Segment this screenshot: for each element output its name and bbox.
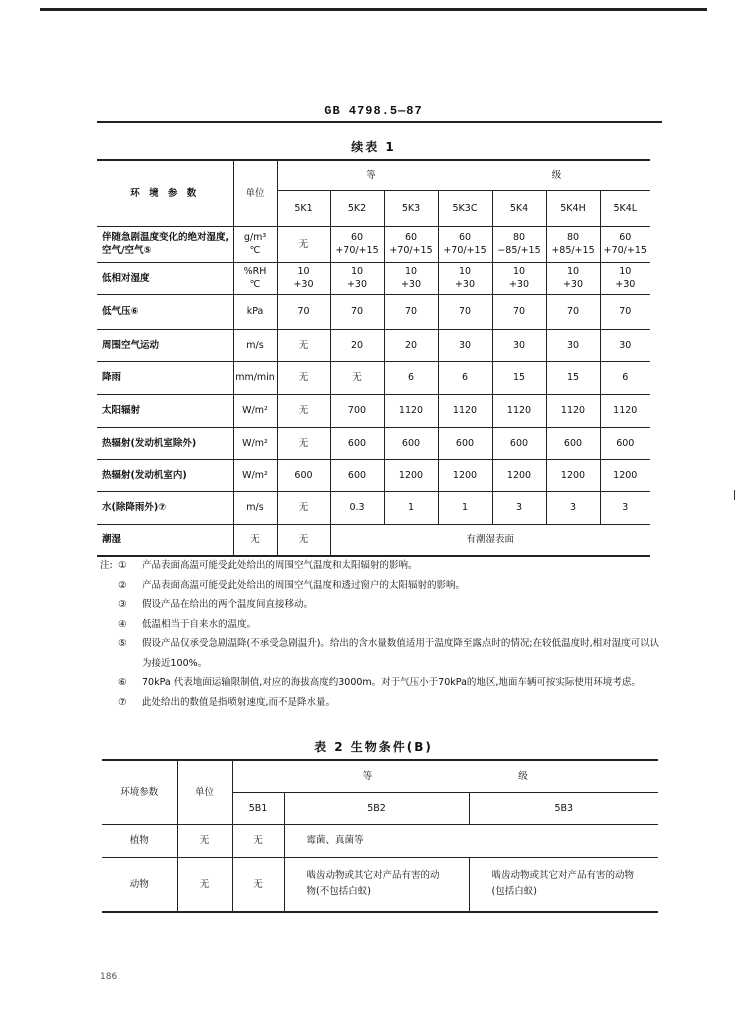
cell-5k3c: 1200 [438, 459, 492, 491]
cell-5k4l: 1200 [600, 459, 650, 491]
t2-row-animal-b3: 啮齿动物或其它对产品有害的动物(包括白蚁) [469, 857, 658, 912]
row-unit: W/m² [233, 394, 277, 427]
note-text: 低温相当于自来水的温度。 [142, 618, 257, 630]
cell-5k1: 无 [277, 491, 330, 524]
cell-5k4h: 70 [546, 294, 600, 329]
cell-5k4l: 1120 [600, 394, 650, 427]
row-name: 太阳辐射 [97, 394, 233, 427]
cell-5k3c: 10 +30 [438, 262, 492, 294]
note-number: ⑥ [118, 677, 127, 688]
row-name: 低气压⑥ [97, 294, 233, 329]
note-number: ① [118, 560, 127, 571]
row-unit: kPa [233, 294, 277, 329]
cell-5k4l: 6 [600, 361, 650, 394]
table-row [97, 361, 650, 394]
page-number: 186 [100, 972, 118, 982]
row-name: 水(除降雨外)⑦ [97, 491, 233, 524]
note-item [118, 576, 663, 596]
cell-5k1: 无 [277, 524, 330, 556]
row-name: 低相对湿度 [97, 262, 233, 294]
note-text: 产品表面高温可能受此处给出的周围空气温度和太阳辐射的影响。 [142, 560, 418, 571]
cell-5k3c: 70 [438, 294, 492, 329]
t2-row-plant-name: 植物 [102, 824, 177, 857]
t2-grade-char2: 级 [518, 770, 528, 782]
biological-table [102, 759, 658, 913]
cell-5k2: 20 [330, 329, 384, 361]
cell-5k3: 20 [384, 329, 438, 361]
cell-5k1: 无 [277, 361, 330, 394]
note-item [118, 634, 663, 673]
table-row [97, 394, 650, 427]
class-header-5k3c: 5K3C [438, 190, 492, 226]
cell-5k3c: 6 [438, 361, 492, 394]
row-unit: m/s [233, 491, 277, 524]
table2-caption: 表 2 生物条件(B) [314, 740, 433, 754]
row-name: 周围空气运动 [97, 329, 233, 361]
note-text: 假设产品在给出的两个温度间直接移动。 [142, 599, 314, 610]
cell-5k4: 1200 [492, 459, 546, 491]
table1-caption: 续表 1 [351, 140, 396, 154]
cell-5k2: 600 [330, 459, 384, 491]
cell-5k3: 600 [384, 427, 438, 459]
header-grade-char1: 等 [366, 169, 376, 181]
note-text: 70kPa 代表地面运输限制值,对应的海拔高度约3000m。对于气压小于70kPa的地区,地面车辆可按实际使用环境考虑。 [142, 677, 641, 688]
note-prefix: 注: [100, 560, 113, 571]
t2-row-plant-rest: 霉菌、真菌等 [284, 824, 658, 857]
header-param: 环 境 参 数 [97, 160, 233, 226]
cell-5k2: 无 [330, 361, 384, 394]
cell-5k4l: 70 [600, 294, 650, 329]
cell-5k3c: 1120 [438, 394, 492, 427]
row-unit: W/m² [233, 427, 277, 459]
note-item [100, 556, 663, 576]
t2-class-5b2: 5B2 [284, 792, 469, 824]
row-unit: mm/min [233, 361, 277, 394]
note-number: ② [118, 579, 127, 591]
cell-5k2: 70 [330, 294, 384, 329]
cell-5k4h: 600 [546, 427, 600, 459]
cell-5k2: 0.3 [330, 491, 384, 524]
table-row-humidity [97, 524, 650, 556]
t2-grade-char1: 等 [362, 770, 373, 782]
table-row [97, 226, 650, 262]
cell-5k3c: 30 [438, 329, 492, 361]
row-unit: %RH ℃ [233, 262, 277, 294]
t2-header-unit: 单位 [177, 760, 232, 824]
cell-rest: 有潮湿表面 [330, 524, 650, 556]
cell-5k3c: 600 [438, 427, 492, 459]
cell-5k4: 10 +30 [492, 262, 546, 294]
class-header-5k4l: 5K4L [600, 190, 650, 226]
note-number: ⑦ [118, 696, 127, 708]
cell-5k4h: 80 +85/+15 [546, 226, 600, 262]
t2-class-5b3: 5B3 [469, 792, 658, 824]
cell-5k1: 70 [277, 294, 330, 329]
cell-5k4: 3 [492, 491, 546, 524]
class-header-5k3: 5K3 [384, 190, 438, 226]
cell-5k1: 无 [277, 329, 330, 361]
cell-5k4h: 15 [546, 361, 600, 394]
note-item [118, 693, 663, 713]
notes-block [100, 556, 663, 712]
note-number: ⑤ [118, 638, 127, 649]
cell-5k3: 6 [384, 361, 438, 394]
t2-row-plant-b1: 无 [232, 824, 284, 857]
cell-5k1: 无 [277, 427, 330, 459]
class-header-5k4: 5K4 [492, 190, 546, 226]
cell-5k4l: 3 [600, 491, 650, 524]
cell-5k4: 80 −85/+15 [492, 226, 546, 262]
row-name: 热辐射(发动机室内) [97, 459, 233, 491]
note-text: 此处给出的数值是指喷射速度,而不是降水量。 [142, 696, 336, 708]
table-row [97, 294, 650, 329]
table-row [97, 262, 650, 294]
cell-5k1: 10 +30 [277, 262, 330, 294]
cell-5k3: 60 +70/+15 [384, 226, 438, 262]
standard-number: GB 4798.5—87 [324, 104, 423, 118]
note-number: ④ [118, 618, 127, 630]
cell-5k4h: 10 +30 [546, 262, 600, 294]
header-unit: 单位 [233, 160, 277, 226]
cell-5k4h: 1120 [546, 394, 600, 427]
cell-5k3c: 1 [438, 491, 492, 524]
header-rule [97, 121, 662, 123]
margin-mark [734, 490, 735, 500]
cell-5k4: 1120 [492, 394, 546, 427]
header-grade-char2: 级 [551, 169, 562, 181]
cell-5k4l: 10 +30 [600, 262, 650, 294]
class-header-5k4h: 5K4H [546, 190, 600, 226]
cell-5k4: 30 [492, 329, 546, 361]
row-name: 热辐射(发动机室除外) [97, 427, 233, 459]
row-name: 潮湿 [97, 524, 233, 556]
class-header-5k1: 5K1 [277, 190, 330, 226]
cell-5k4h: 3 [546, 491, 600, 524]
table-row [97, 427, 650, 459]
cell-5k2: 600 [330, 427, 384, 459]
t2-header-param: 环境参数 [102, 760, 177, 824]
cell-5k2: 10 +30 [330, 262, 384, 294]
cell-5k2: 60 +70/+15 [330, 226, 384, 262]
t2-header-grade [232, 760, 658, 792]
table-row [97, 491, 650, 524]
row-unit: g/m³ ℃ [233, 226, 277, 262]
t2-row-plant-unit: 无 [177, 824, 232, 857]
t2-class-5b1: 5B1 [232, 792, 284, 824]
row-name: 伴随急剧温度变化的绝对湿度,空气/空气⑤ [97, 226, 233, 262]
t2-row-animal-unit: 无 [177, 857, 232, 912]
table-row [97, 459, 650, 491]
cell-5k4h: 1200 [546, 459, 600, 491]
row-unit: m/s [233, 329, 277, 361]
note-item [118, 595, 663, 615]
note-text: 产品表面高温可能受此处给出的周围空气温度和透过窗户的太阳辐射的影响。 [142, 579, 466, 591]
cell-5k3: 70 [384, 294, 438, 329]
cell-5k4: 600 [492, 427, 546, 459]
header-grade [277, 160, 650, 190]
cell-5k2: 700 [330, 394, 384, 427]
cell-5k4l: 30 [600, 329, 650, 361]
class-header-5k2: 5K2 [330, 190, 384, 226]
cell-5k4: 15 [492, 361, 546, 394]
cell-5k1: 无 [277, 394, 330, 427]
cell-5k1: 600 [277, 459, 330, 491]
cell-5k3c: 60 +70/+15 [438, 226, 492, 262]
table-row [97, 329, 650, 361]
note-item [118, 673, 663, 693]
cell-5k1: 无 [277, 226, 330, 262]
row-name: 降雨 [97, 361, 233, 394]
row-unit: W/m² [233, 459, 277, 491]
note-text: 假设产品仅承受急剧温降(不承受急剧温升)。给出的含水量数值适用于温度降至露点时的情况;在较低温度时,相对湿度可以认为接近100%。 [142, 638, 660, 669]
environment-table [97, 159, 650, 557]
cell-5k3: 10 +30 [384, 262, 438, 294]
t2-row-animal-name: 动物 [102, 857, 177, 912]
cell-5k4: 70 [492, 294, 546, 329]
cell-5k3: 1200 [384, 459, 438, 491]
cell-5k3: 1120 [384, 394, 438, 427]
cell-5k4h: 30 [546, 329, 600, 361]
t2-row-animal-b1: 无 [232, 857, 284, 912]
cell-5k3: 1 [384, 491, 438, 524]
note-number: ③ [118, 599, 127, 610]
cell-5k4l: 60 +70/+15 [600, 226, 650, 262]
top-border-line [40, 8, 707, 11]
cell-5k4l: 600 [600, 427, 650, 459]
t2-row-animal-b2: 啮齿动物或其它对产品有害的动物(不包括白蚁) [284, 857, 469, 912]
row-unit: 无 [233, 524, 277, 556]
note-item [118, 615, 663, 635]
